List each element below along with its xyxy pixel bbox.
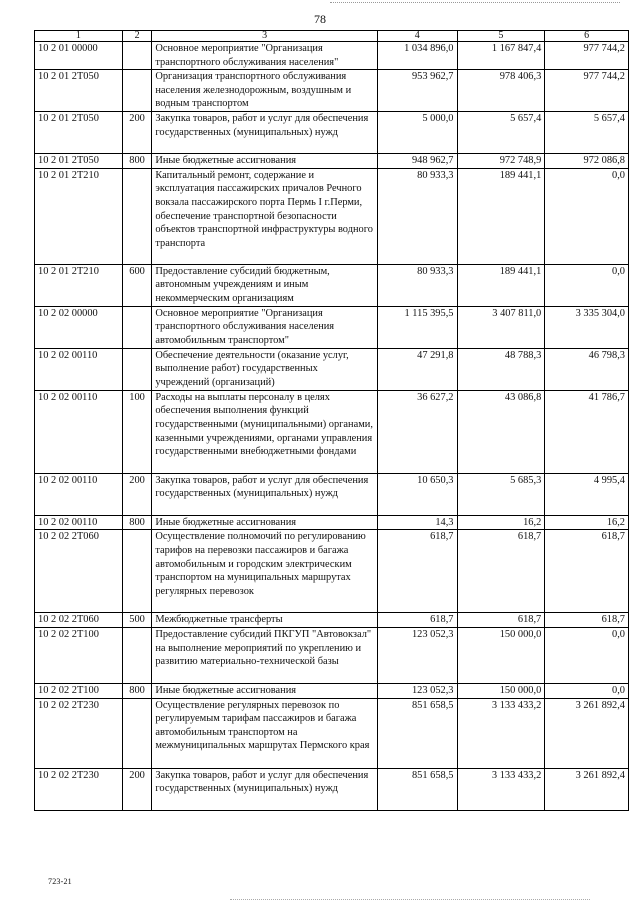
cell-value-col4: 80 933,3 — [377, 264, 457, 306]
cell-value-col5: 3 407 811,0 — [457, 306, 545, 348]
cell-code: 10 2 01 2Т050 — [35, 70, 123, 112]
cell-value-col6: 46 798,3 — [545, 348, 629, 390]
cell-value-col5: 618,7 — [457, 530, 545, 613]
cell-name: Закупка товаров, работ и услуг для обеспечения государственных (муниципальных) нужд — [152, 768, 378, 810]
cell-code: 10 2 02 2Т230 — [35, 698, 123, 768]
cell-expense-type: 200 — [122, 473, 152, 515]
cell-value-col6: 4 995,4 — [545, 473, 629, 515]
cell-expense-type — [122, 698, 152, 768]
cell-expense-type — [122, 70, 152, 112]
header-col-6: 6 — [545, 31, 629, 42]
cell-value-col6: 977 744,2 — [545, 70, 629, 112]
header-col-3: 3 — [152, 31, 378, 42]
cell-value-col4: 851 658,5 — [377, 768, 457, 810]
cell-name: Предоставление субсидий бюджетным, автономным учреждениям и иным некоммерческим организациям — [152, 264, 378, 306]
cell-value-col6: 972 086,8 — [545, 154, 629, 169]
cell-expense-type — [122, 168, 152, 264]
cell-name: Предоставление субсидий ПКГУП "Автовокзал" на выполнение мероприятий по укреплению и развитию материально-технической базы — [152, 627, 378, 683]
cell-code: 10 2 02 2Т230 — [35, 768, 123, 810]
cell-value-col5: 972 748,9 — [457, 154, 545, 169]
cell-name: Основное мероприятие "Организация транспортного обслуживания населения автомобильным транспортом" — [152, 306, 378, 348]
cell-value-col5: 618,7 — [457, 613, 545, 628]
cell-value-col6: 977 744,2 — [545, 42, 629, 70]
cell-value-col5: 1 167 847,4 — [457, 42, 545, 70]
cell-value-col6: 618,7 — [545, 613, 629, 628]
cell-expense-type — [122, 627, 152, 683]
table-row — [35, 613, 629, 628]
cell-name: Иные бюджетные ассигнования — [152, 154, 378, 169]
cell-value-col5: 189 441,1 — [457, 168, 545, 264]
cell-value-col5: 48 788,3 — [457, 348, 545, 390]
cell-name: Осуществление полномочий по регулированию тарифов на перевозки пассажиров и багажа автомобильным и городским электрическим транспортом на муниципальных маршрутах регулярных перевозок — [152, 530, 378, 613]
cell-expense-type: 200 — [122, 112, 152, 154]
cell-name: Обеспечение деятельности (оказание услуг, выполнение работ) государственных учреждений (организаций) — [152, 348, 378, 390]
cell-expense-type — [122, 306, 152, 348]
cell-name: Иные бюджетные ассигнования — [152, 683, 378, 698]
header-col-5: 5 — [457, 31, 545, 42]
cell-value-col6: 3 261 892,4 — [545, 698, 629, 768]
table-row — [35, 530, 629, 613]
cell-value-col6: 3 261 892,4 — [545, 768, 629, 810]
table-row — [35, 264, 629, 306]
cell-value-col4: 36 627,2 — [377, 390, 457, 473]
cell-expense-type: 200 — [122, 768, 152, 810]
cell-value-col5: 978 406,3 — [457, 70, 545, 112]
cell-name: Капитальный ремонт, содержание и эксплуатация пассажирских причалов Речного вокзала пассажирского порта Пермь I г.Перми, обеспечение транспортной безопасности объектов транспортной инфраструктуры водного транспорта — [152, 168, 378, 264]
page-number: 78 — [314, 12, 326, 26]
cell-code: 10 2 01 2Т050 — [35, 154, 123, 169]
table-row — [35, 112, 629, 154]
cell-value-col4: 953 962,7 — [377, 70, 457, 112]
cell-value-col5: 5 685,3 — [457, 473, 545, 515]
cell-value-col4: 123 052,3 — [377, 683, 457, 698]
cell-value-col4: 1 034 896,0 — [377, 42, 457, 70]
cell-code: 10 2 02 2Т060 — [35, 530, 123, 613]
cell-value-col6: 0,0 — [545, 168, 629, 264]
cell-expense-type — [122, 348, 152, 390]
cell-code: 10 2 01 00000 — [35, 42, 123, 70]
table-row — [35, 698, 629, 768]
cell-value-col4: 123 052,3 — [377, 627, 457, 683]
cell-value-col5: 150 000,0 — [457, 683, 545, 698]
cell-value-col4: 1 115 395,5 — [377, 306, 457, 348]
cell-value-col6: 0,0 — [545, 264, 629, 306]
cell-code: 10 2 02 00110 — [35, 390, 123, 473]
cell-value-col5: 16,2 — [457, 515, 545, 530]
table-row — [35, 627, 629, 683]
table-row — [35, 70, 629, 112]
cell-expense-type: 500 — [122, 613, 152, 628]
cell-name: Основное мероприятие "Организация транспортного обслуживания населения" — [152, 42, 378, 70]
cell-value-col6: 5 657,4 — [545, 112, 629, 154]
cell-value-col5: 3 133 433,2 — [457, 698, 545, 768]
cell-name: Иные бюджетные ассигнования — [152, 515, 378, 530]
cell-code: 10 2 02 00110 — [35, 348, 123, 390]
cell-code: 10 2 01 2Т210 — [35, 264, 123, 306]
cell-expense-type — [122, 42, 152, 70]
table-body — [35, 42, 629, 811]
cell-code: 10 2 02 2Т060 — [35, 613, 123, 628]
header-row — [35, 31, 629, 42]
header-col-4: 4 — [377, 31, 457, 42]
cell-value-col4: 618,7 — [377, 613, 457, 628]
cell-name: Закупка товаров, работ и услуг для обеспечения государственных (муниципальных) нужд — [152, 112, 378, 154]
cell-code: 10 2 02 2Т100 — [35, 683, 123, 698]
cell-name: Межбюджетные трансферты — [152, 613, 378, 628]
footer-code: 723-21 — [48, 877, 72, 886]
cell-value-col5: 189 441,1 — [457, 264, 545, 306]
cell-value-col4: 948 962,7 — [377, 154, 457, 169]
header-col-2: 2 — [122, 31, 152, 42]
cell-value-col5: 150 000,0 — [457, 627, 545, 683]
cell-code: 10 2 01 2Т050 — [35, 112, 123, 154]
cell-value-col4: 618,7 — [377, 530, 457, 613]
cell-code: 10 2 02 00000 — [35, 306, 123, 348]
cell-code: 10 2 02 00110 — [35, 515, 123, 530]
table-row — [35, 348, 629, 390]
table-row — [35, 515, 629, 530]
top-rule — [330, 2, 620, 4]
cell-expense-type: 100 — [122, 390, 152, 473]
budget-table — [34, 30, 629, 811]
cell-value-col4: 80 933,3 — [377, 168, 457, 264]
cell-value-col6: 618,7 — [545, 530, 629, 613]
cell-value-col4: 5 000,0 — [377, 112, 457, 154]
table-row — [35, 306, 629, 348]
cell-code: 10 2 01 2Т210 — [35, 168, 123, 264]
cell-value-col4: 14,3 — [377, 515, 457, 530]
cell-expense-type: 800 — [122, 683, 152, 698]
table-row — [35, 42, 629, 70]
table-row — [35, 683, 629, 698]
cell-name: Организация транспортного обслуживания населения железнодорожным, воздушным и водным транспортом — [152, 70, 378, 112]
cell-name: Закупка товаров, работ и услуг для обеспечения государственных (муниципальных) нужд — [152, 473, 378, 515]
cell-name: Расходы на выплаты персоналу в целях обеспечения выполнения функций государственными (муниципальными) органами, казенными учреждениями, органами управления государственными внебюджетными фондами — [152, 390, 378, 473]
cell-expense-type: 800 — [122, 154, 152, 169]
cell-value-col4: 851 658,5 — [377, 698, 457, 768]
cell-value-col4: 47 291,8 — [377, 348, 457, 390]
table-row — [35, 768, 629, 810]
cell-value-col6: 16,2 — [545, 515, 629, 530]
cell-value-col6: 3 335 304,0 — [545, 306, 629, 348]
cell-code: 10 2 02 2Т100 — [35, 627, 123, 683]
cell-value-col4: 10 650,3 — [377, 473, 457, 515]
header-col-1: 1 — [35, 31, 123, 42]
cell-value-col5: 3 133 433,2 — [457, 768, 545, 810]
cell-expense-type: 800 — [122, 515, 152, 530]
cell-code: 10 2 02 00110 — [35, 473, 123, 515]
table-row — [35, 473, 629, 515]
cell-name: Осуществление регулярных перевозок по регулируемым тарифам пассажиров и багажа автомобильным транспортом на межмуниципальных маршрутах Пермского края — [152, 698, 378, 768]
cell-expense-type: 600 — [122, 264, 152, 306]
bottom-rule — [230, 899, 590, 901]
table-row — [35, 390, 629, 473]
cell-expense-type — [122, 530, 152, 613]
cell-value-col6: 0,0 — [545, 683, 629, 698]
cell-value-col6: 0,0 — [545, 627, 629, 683]
table-row — [35, 168, 629, 264]
table-row — [35, 154, 629, 169]
cell-value-col5: 5 657,4 — [457, 112, 545, 154]
cell-value-col5: 43 086,8 — [457, 390, 545, 473]
cell-value-col6: 41 786,7 — [545, 390, 629, 473]
